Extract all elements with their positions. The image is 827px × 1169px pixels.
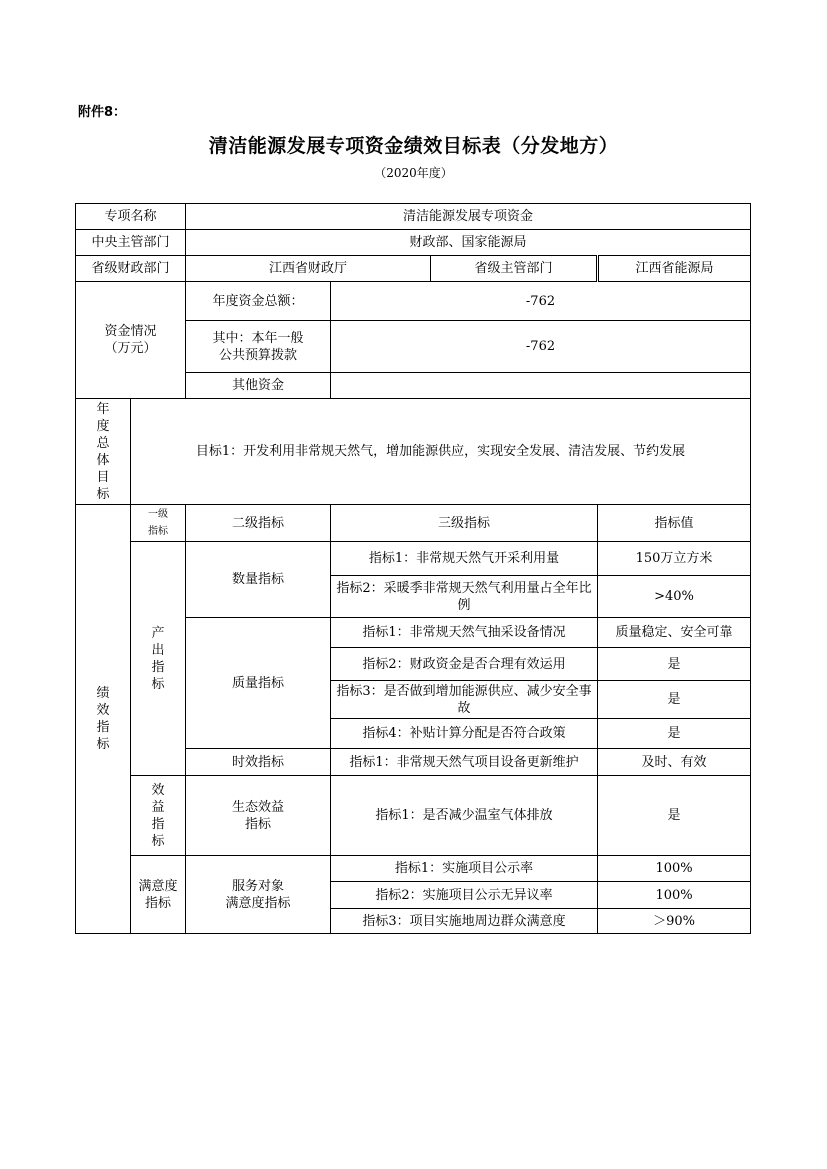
provincial-dept-value: 江西省能源局 [598, 256, 751, 282]
funds-label-line2: （万元） [104, 341, 157, 356]
value-header: 指标值 [598, 505, 751, 542]
funds-budget-label-line1: 其中：本年一般 [212, 330, 304, 346]
funds-total-value: -762 [331, 282, 751, 321]
page-title: 清洁能源发展专项资金绩效目标表（分发地方） [208, 135, 619, 157]
output-label [131, 542, 186, 776]
funds-label-line1: 资金情况 [104, 324, 157, 339]
table-row [76, 204, 751, 230]
funds-total-label: 年度资金总额： [186, 282, 331, 321]
attachment-label: 附件8： [78, 105, 127, 120]
benefit-label [131, 776, 186, 856]
table-row [76, 856, 751, 882]
level1-header-line2: 指标 [148, 526, 168, 537]
performance-label [76, 505, 131, 934]
indicator-value: 是 [598, 648, 751, 681]
performance-target-table [75, 203, 751, 934]
satisfaction-label-line1: 满意度 [138, 878, 178, 894]
indicator-name: 指标1：非常规天然气抽采设备情况 [331, 618, 598, 648]
level3-header: 三级指标 [331, 505, 598, 542]
label-char: 产 [151, 625, 165, 641]
label-char: 标 [96, 486, 110, 502]
level2-header: 二级指标 [186, 505, 331, 542]
table-row [76, 282, 751, 321]
indicator-value: 及时、有效 [598, 749, 751, 776]
table-row [76, 776, 751, 856]
level1-header [131, 505, 186, 542]
label-char: 度 [96, 418, 110, 434]
label-char: 出 [151, 642, 165, 658]
quantity-label: 数量指标 [186, 542, 331, 618]
label-char: 标 [151, 833, 165, 849]
funds-other-value [331, 373, 751, 399]
indicator-name: 指标2：实施项目公示无异议率 [331, 882, 598, 909]
central-dept-value: 财政部、国家能源局 [186, 230, 751, 256]
eco-benefit-label [186, 776, 331, 856]
indicator-value: 是 [598, 776, 751, 856]
funds-budget-value: -762 [331, 321, 751, 373]
label-char: 年 [96, 401, 110, 417]
provincial-finance-label: 省级财政部门 [76, 256, 186, 282]
page-subtitle: （2020年度） [374, 166, 453, 180]
quality-label: 质量指标 [186, 618, 331, 749]
label-char: 指 [151, 816, 165, 832]
indicator-name: 指标1：非常规天然气项目设备更新维护 [331, 749, 598, 776]
label-char: 绩 [96, 686, 110, 701]
funds-label [76, 282, 186, 399]
label-char: 益 [151, 799, 165, 815]
indicator-name: 指标1：实施项目公示率 [331, 856, 598, 882]
indicator-name: 指标3：项目实施地周边群众满意度 [331, 909, 598, 934]
indicator-value: 100% [598, 882, 751, 909]
service-satisfaction-label-line2: 满意度指标 [225, 895, 291, 911]
table-row [76, 230, 751, 256]
label-char: 效 [151, 782, 165, 798]
project-name-label: 专项名称 [76, 204, 186, 230]
label-char: 标 [96, 737, 110, 752]
indicator-value: ＞90% [598, 909, 751, 934]
label-char: 总 [96, 435, 110, 451]
level1-header-line1: 一级 [148, 509, 168, 520]
provincial-finance-value: 江西省财政厅 [186, 256, 431, 282]
service-satisfaction-label-line1: 服务对象 [232, 878, 285, 894]
label-char: 效 [96, 703, 110, 718]
label-char: 指 [96, 720, 110, 735]
table-row [76, 505, 751, 542]
funds-budget-label [186, 321, 331, 373]
table-row [76, 256, 751, 282]
label-char: 指 [151, 659, 165, 675]
indicator-name: 指标2：采暖季非常规天然气利用量占全年比例 [331, 576, 598, 618]
annual-goal-text: 目标1：开发利用非常规天然气，增加能源供应，实现安全发展、清洁发展、节约发展 [131, 399, 751, 505]
indicator-name: 指标1：非常规天然气开采利用量 [331, 542, 598, 576]
label-char: 标 [151, 676, 165, 692]
indicator-name: 指标4：补贴计算分配是否符合政策 [331, 719, 598, 749]
indicator-value: >40% [598, 576, 751, 618]
provincial-dept-label: 省级主管部门 [431, 256, 598, 282]
label-char: 体 [96, 452, 110, 468]
project-name-value: 清洁能源发展专项资金 [186, 204, 751, 230]
funds-other-label: 其他资金 [186, 373, 331, 399]
indicator-value: 质量稳定、安全可靠 [598, 618, 751, 648]
indicator-value: 150万立方米 [598, 542, 751, 576]
service-satisfaction-label [186, 856, 331, 934]
indicator-name: 指标1：是否减少温室气体排放 [331, 776, 598, 856]
eco-benefit-label-line2: 指标 [245, 816, 272, 832]
satisfaction-label-line2: 指标 [145, 895, 172, 911]
satisfaction-label [131, 856, 186, 934]
timeliness-label: 时效指标 [186, 749, 331, 776]
label-char: 目 [96, 469, 110, 485]
indicator-value: 是 [598, 681, 751, 719]
table-row [76, 542, 751, 576]
indicator-value: 是 [598, 719, 751, 749]
table-row [76, 399, 751, 505]
central-dept-label: 中央主管部门 [76, 230, 186, 256]
indicator-name: 指标3：是否做到增加能源供应、减少安全事故 [331, 681, 598, 719]
funds-budget-label-line2: 公共预算拨款 [219, 347, 298, 363]
indicator-value: 100% [598, 856, 751, 882]
indicator-name: 指标2：财政资金是否合理有效运用 [331, 648, 598, 681]
annual-goal-label [76, 399, 131, 505]
eco-benefit-label-line1: 生态效益 [232, 799, 285, 815]
